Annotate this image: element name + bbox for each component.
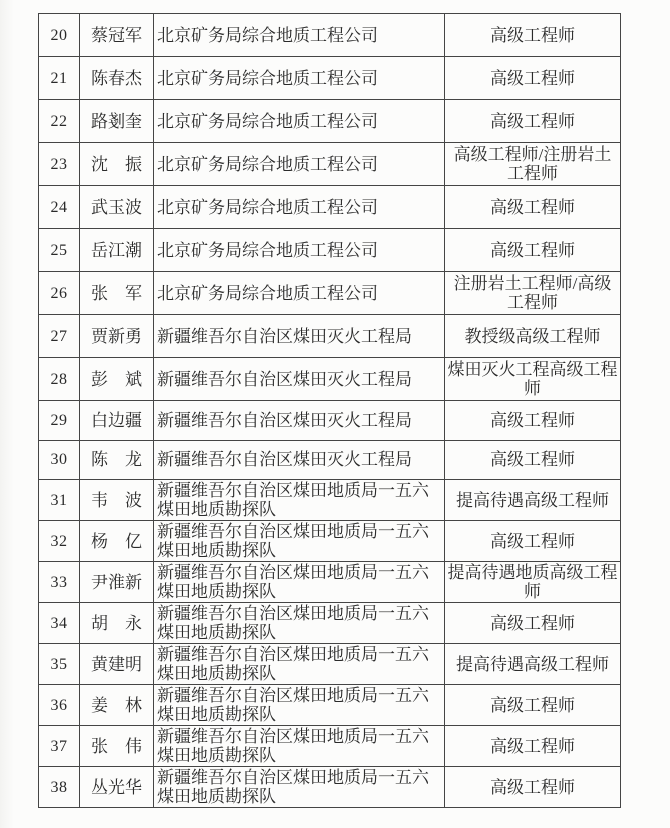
job-title-cell: 高级工程师	[445, 401, 621, 441]
person-name-cell: 张 伟	[80, 726, 154, 767]
row-number-cell: 34	[39, 603, 80, 644]
table-row	[39, 440, 621, 480]
person-name-cell: 贾新勇	[80, 315, 154, 358]
engineer-roster-table	[38, 13, 621, 808]
organization-cell: 新疆维吾尔自治区煤田灭火工程局	[154, 440, 445, 480]
person-name-cell: 岳江潮	[80, 229, 154, 272]
table-row	[39, 358, 621, 401]
row-number-cell: 31	[39, 480, 80, 521]
job-title-cell: 高级工程师	[445, 186, 621, 229]
table-row	[39, 315, 621, 358]
organization-cell: 北京矿务局综合地质工程公司	[154, 14, 445, 57]
table-row	[39, 401, 621, 441]
job-title-cell: 提高待遇地质高级工程师	[445, 562, 621, 603]
organization-cell: 北京矿务局综合地质工程公司	[154, 186, 445, 229]
row-number-cell: 26	[39, 272, 80, 315]
person-name-cell: 杨 亿	[80, 521, 154, 562]
table-row	[39, 767, 621, 808]
job-title-cell: 高级工程师/注册岩土工程师	[445, 143, 621, 186]
row-number-cell: 27	[39, 315, 80, 358]
person-name-cell: 蔡冠军	[80, 14, 154, 57]
person-name-cell: 彭 斌	[80, 358, 154, 401]
row-number-cell: 36	[39, 685, 80, 726]
person-name-cell: 沈 振	[80, 143, 154, 186]
job-title-cell: 教授级高级工程师	[445, 315, 621, 358]
row-number-cell: 32	[39, 521, 80, 562]
job-title-cell: 高级工程师	[445, 767, 621, 808]
row-number-cell: 30	[39, 440, 80, 480]
organization-cell: 新疆维吾尔自治区煤田灭火工程局	[154, 358, 445, 401]
table-row	[39, 143, 621, 186]
organization-cell: 北京矿务局综合地质工程公司	[154, 229, 445, 272]
table-row	[39, 229, 621, 272]
person-name-cell: 丛光华	[80, 767, 154, 808]
table-body	[39, 14, 621, 808]
row-number-cell: 28	[39, 358, 80, 401]
organization-cell: 新疆维吾尔自治区煤田地质局一五六煤田地质勘探队	[154, 562, 445, 603]
table-row	[39, 644, 621, 685]
organization-cell: 新疆维吾尔自治区煤田灭火工程局	[154, 315, 445, 358]
person-name-cell: 白边疆	[80, 401, 154, 441]
job-title-cell: 煤田灭火工程高级工程师	[445, 358, 621, 401]
job-title-cell: 高级工程师	[445, 521, 621, 562]
table-row	[39, 480, 621, 521]
job-title-cell: 注册岩土工程师/高级工程师	[445, 272, 621, 315]
person-name-cell: 胡 永	[80, 603, 154, 644]
table-row	[39, 562, 621, 603]
organization-cell: 新疆维吾尔自治区煤田灭火工程局	[154, 401, 445, 441]
row-number-cell: 37	[39, 726, 80, 767]
row-number-cell: 23	[39, 143, 80, 186]
organization-cell: 新疆维吾尔自治区煤田地质局一五六煤田地质勘探队	[154, 480, 445, 521]
job-title-cell: 高级工程师	[445, 229, 621, 272]
row-number-cell: 22	[39, 100, 80, 143]
table-row	[39, 14, 621, 57]
organization-cell: 新疆维吾尔自治区煤田地质局一五六煤田地质勘探队	[154, 767, 445, 808]
table-row	[39, 100, 621, 143]
row-number-cell: 25	[39, 229, 80, 272]
job-title-cell: 提高待遇高级工程师	[445, 644, 621, 685]
organization-cell: 新疆维吾尔自治区煤田地质局一五六煤田地质勘探队	[154, 685, 445, 726]
row-number-cell: 38	[39, 767, 80, 808]
organization-cell: 新疆维吾尔自治区煤田地质局一五六煤田地质勘探队	[154, 726, 445, 767]
table-row	[39, 57, 621, 100]
job-title-cell: 提高待遇高级工程师	[445, 480, 621, 521]
organization-cell: 新疆维吾尔自治区煤田地质局一五六煤田地质勘探队	[154, 521, 445, 562]
table-row	[39, 685, 621, 726]
job-title-cell: 高级工程师	[445, 57, 621, 100]
job-title-cell: 高级工程师	[445, 440, 621, 480]
table-row	[39, 186, 621, 229]
person-name-cell: 尹淮新	[80, 562, 154, 603]
organization-cell: 北京矿务局综合地质工程公司	[154, 57, 445, 100]
job-title-cell: 高级工程师	[445, 14, 621, 57]
row-number-cell: 24	[39, 186, 80, 229]
organization-cell: 北京矿务局综合地质工程公司	[154, 100, 445, 143]
table-row	[39, 726, 621, 767]
job-title-cell: 高级工程师	[445, 726, 621, 767]
person-name-cell: 陈春杰	[80, 57, 154, 100]
row-number-cell: 20	[39, 14, 80, 57]
person-name-cell: 韦 波	[80, 480, 154, 521]
organization-cell: 新疆维吾尔自治区煤田地质局一五六煤田地质勘探队	[154, 603, 445, 644]
person-name-cell: 陈 龙	[80, 440, 154, 480]
organization-cell: 新疆维吾尔自治区煤田地质局一五六煤田地质勘探队	[154, 644, 445, 685]
organization-cell: 北京矿务局综合地质工程公司	[154, 272, 445, 315]
person-name-cell: 姜 林	[80, 685, 154, 726]
row-number-cell: 33	[39, 562, 80, 603]
job-title-cell: 高级工程师	[445, 685, 621, 726]
person-name-cell: 张 军	[80, 272, 154, 315]
table-row	[39, 603, 621, 644]
person-name-cell: 武玉波	[80, 186, 154, 229]
person-name-cell: 黄建明	[80, 644, 154, 685]
table-row	[39, 272, 621, 315]
job-title-cell: 高级工程师	[445, 100, 621, 143]
table-row	[39, 521, 621, 562]
person-name-cell: 路剗奎	[80, 100, 154, 143]
row-number-cell: 29	[39, 401, 80, 441]
row-number-cell: 35	[39, 644, 80, 685]
job-title-cell: 高级工程师	[445, 603, 621, 644]
organization-cell: 北京矿务局综合地质工程公司	[154, 143, 445, 186]
row-number-cell: 21	[39, 57, 80, 100]
